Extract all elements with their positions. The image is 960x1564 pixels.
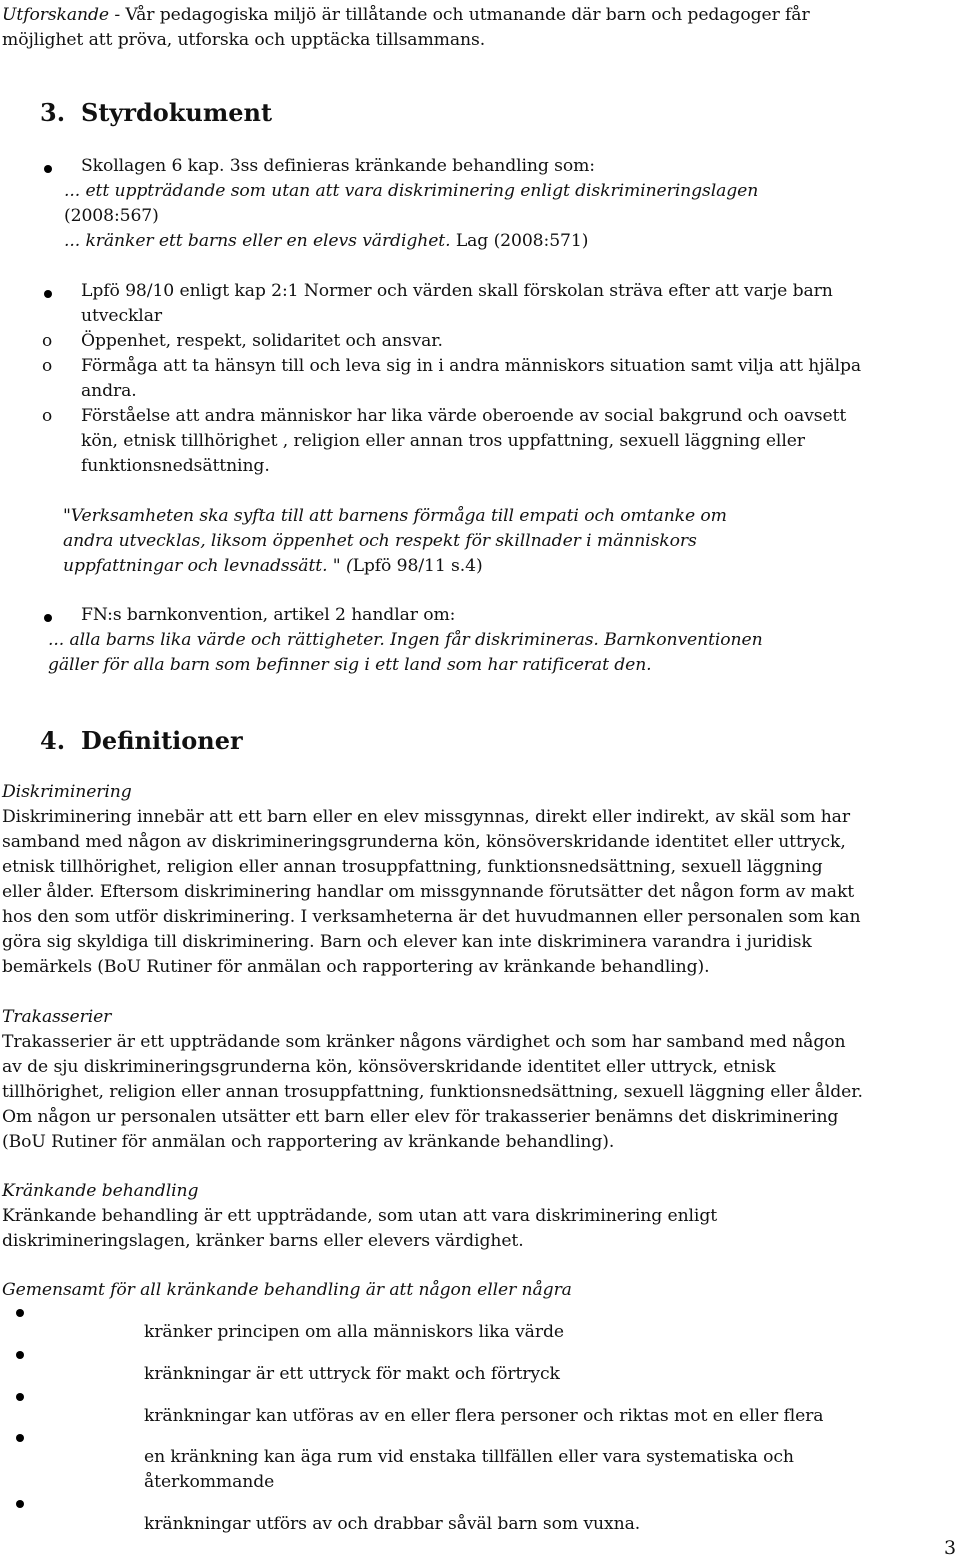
fn-quote-1: ... alla barns lika värde och rättigheter. Ingen får diskrimineras. Barnkonventionen bbox=[48, 630, 763, 650]
krankande-line: diskrimineringslagen, kränker barns eller elevers värdighet. bbox=[2, 1231, 524, 1251]
diskriminering-line: bemärkels (BoU Rutiner för anmälan och rapportering av kränkande behandling). bbox=[2, 957, 710, 977]
gemensamt-item: en kränkning kan äga rum vid enstaka tillfällen eller vara systematiska och bbox=[144, 1447, 794, 1467]
section-4-title: Definitioner bbox=[81, 726, 243, 755]
diskriminering-line: Diskriminering innebär att ett barn eller en elev missgynnas, direkt eller indirekt, av skäl som har bbox=[2, 807, 850, 827]
trakasserier-heading: Trakasserier bbox=[2, 1007, 112, 1027]
skollagen-quote-2-line bbox=[64, 229, 588, 253]
page-number: 3 bbox=[944, 1537, 957, 1559]
intro-line-1 bbox=[2, 3, 810, 27]
bullet-dot bbox=[16, 1393, 24, 1401]
diskriminering-line: etnisk tillhörighet, religion eller annan trosuppfattning, funktionsnedsättning, sexuell läggning bbox=[2, 857, 823, 877]
fn-quote-2: gäller för alla barn som befinner sig i ett land som har ratificerat den. bbox=[48, 655, 652, 675]
sub-bullet-marker: o bbox=[42, 406, 53, 426]
trakasserier-line: tillhörighet, religion eller annan trosuppfattning, funktionsnedsättning, sexuell läggning eller ålder. bbox=[2, 1082, 863, 1102]
quote-line-1: "Verksamheten ska syfta till att barnens förmåga till empati och omtanke om bbox=[63, 506, 727, 526]
lpfo-sub-2b: andra. bbox=[81, 381, 137, 401]
skollagen-quote-2: ... kränker ett barns eller en elevs värdighet. bbox=[64, 231, 451, 251]
skollagen-law-ref: Lag (2008:571) bbox=[450, 231, 589, 251]
krankande-line: Kränkande behandling är ett uppträdande, som utan att vara diskriminering enligt bbox=[2, 1206, 718, 1226]
quote-reference: Lpfö 98/11 s.4) bbox=[352, 556, 483, 576]
lpfo-lead: Lpfö 98/10 enligt kap 2:1 Normer och värden skall förskolan sträva efter att varje barn bbox=[81, 281, 833, 301]
bullet-dot bbox=[16, 1434, 24, 1442]
diskriminering-line: göra sig skyldiga till diskriminering. Barn och elever kan inte diskriminera varandra i juridisk bbox=[2, 932, 812, 952]
bullet-dot bbox=[16, 1500, 24, 1508]
gemensamt-item: kränker principen om alla människors lika värde bbox=[144, 1322, 564, 1342]
bullet-dot bbox=[44, 290, 52, 298]
gemensamt-item: kränkningar är ett uttryck för makt och förtryck bbox=[144, 1364, 560, 1384]
diskriminering-line: eller ålder. Eftersom diskriminering handlar om missgynnande förutsätter det någon form av makt bbox=[2, 882, 855, 902]
trakasserier-line: av de sju diskrimineringsgrunderna kön, könsöverskridande identitet eller uttryck, etnisk bbox=[2, 1057, 776, 1077]
krankande-heading: Kränkande behandling bbox=[2, 1181, 199, 1201]
lpfo-sub-3b: kön, etnisk tillhörighet , religion eller annan tros uppfattning, sexuell läggning eller bbox=[81, 431, 805, 451]
section-3-number: 3. bbox=[40, 98, 66, 127]
bullet-dot bbox=[44, 614, 52, 622]
gemensamt-item: kränkningar utförs av och drabbar såväl barn som vuxna. bbox=[144, 1514, 641, 1534]
sub-bullet-marker: o bbox=[42, 331, 53, 351]
gemensamt-item-cont: återkommande bbox=[144, 1472, 275, 1492]
fn-lead: FN:s barnkonvention, artikel 2 handlar om: bbox=[81, 605, 456, 625]
trakasserier-line: Trakasserier är ett uppträdande som kränker någons värdighet och som har samband med någon bbox=[2, 1032, 846, 1052]
trakasserier-line: Om någon ur personalen utsätter ett barn eller elev för trakasserier benämns det diskriminering bbox=[2, 1107, 839, 1127]
skollagen-quote-1: ... ett uppträdande som utan att vara diskriminering enligt diskrimineringslagen bbox=[64, 181, 759, 201]
diskriminering-line: samband med någon av diskrimineringsgrunderna kön, könsöverskridande identitet eller uttryck, bbox=[2, 832, 846, 852]
quote-line-3-text: uppfattningar och levnadssätt. " ( bbox=[63, 556, 353, 576]
skollagen-lead: Skollagen 6 kap. 3ss definieras kränkande behandling som: bbox=[81, 156, 595, 176]
quote-line-2: andra utvecklas, liksom öppenhet och respekt för skillnader i människors bbox=[63, 531, 697, 551]
lpfo-lead-2: utvecklar bbox=[81, 306, 162, 326]
lpfo-sub-1: Öppenhet, respekt, solidaritet och ansvar. bbox=[81, 331, 443, 351]
sub-bullet-marker: o bbox=[42, 356, 53, 376]
lpfo-sub-3: Förståelse att andra människor har lika värde oberoende av social bakgrund och oavsett bbox=[81, 406, 847, 426]
quote-line-3 bbox=[63, 554, 483, 578]
section-4-number: 4. bbox=[40, 726, 66, 755]
diskriminering-heading: Diskriminering bbox=[2, 782, 132, 802]
intro-line-1-text: - Vår pedagogiska miljö är tillåtande och utmanande där barn och pedagoger får bbox=[108, 5, 810, 25]
intro-term: Utforskande bbox=[2, 5, 109, 25]
lpfo-sub-3c: funktionsnedsättning. bbox=[81, 456, 270, 476]
section-3-title: Styrdokument bbox=[81, 98, 273, 127]
lpfo-sub-2: Förmåga att ta hänsyn till och leva sig in i andra människors situation samt vilja att hjälpa bbox=[81, 356, 862, 376]
skollagen-quote-1b: (2008:567) bbox=[64, 206, 159, 226]
bullet-dot bbox=[16, 1351, 24, 1359]
bullet-dot bbox=[16, 1309, 24, 1317]
intro-line-2: möjlighet att pröva, utforska och upptäcka tillsammans. bbox=[2, 30, 486, 50]
trakasserier-line: (BoU Rutiner för anmälan och rapportering av kränkande behandling). bbox=[2, 1132, 615, 1152]
diskriminering-line: hos den som utför diskriminering. I verksamheterna är det huvudmannen eller personalen som kan bbox=[2, 907, 861, 927]
bullet-dot bbox=[44, 165, 52, 173]
gemensamt-heading: Gemensamt för all kränkande behandling är att någon eller några bbox=[2, 1280, 572, 1300]
gemensamt-item: kränkningar kan utföras av en eller flera personer och riktas mot en eller flera bbox=[144, 1406, 824, 1426]
